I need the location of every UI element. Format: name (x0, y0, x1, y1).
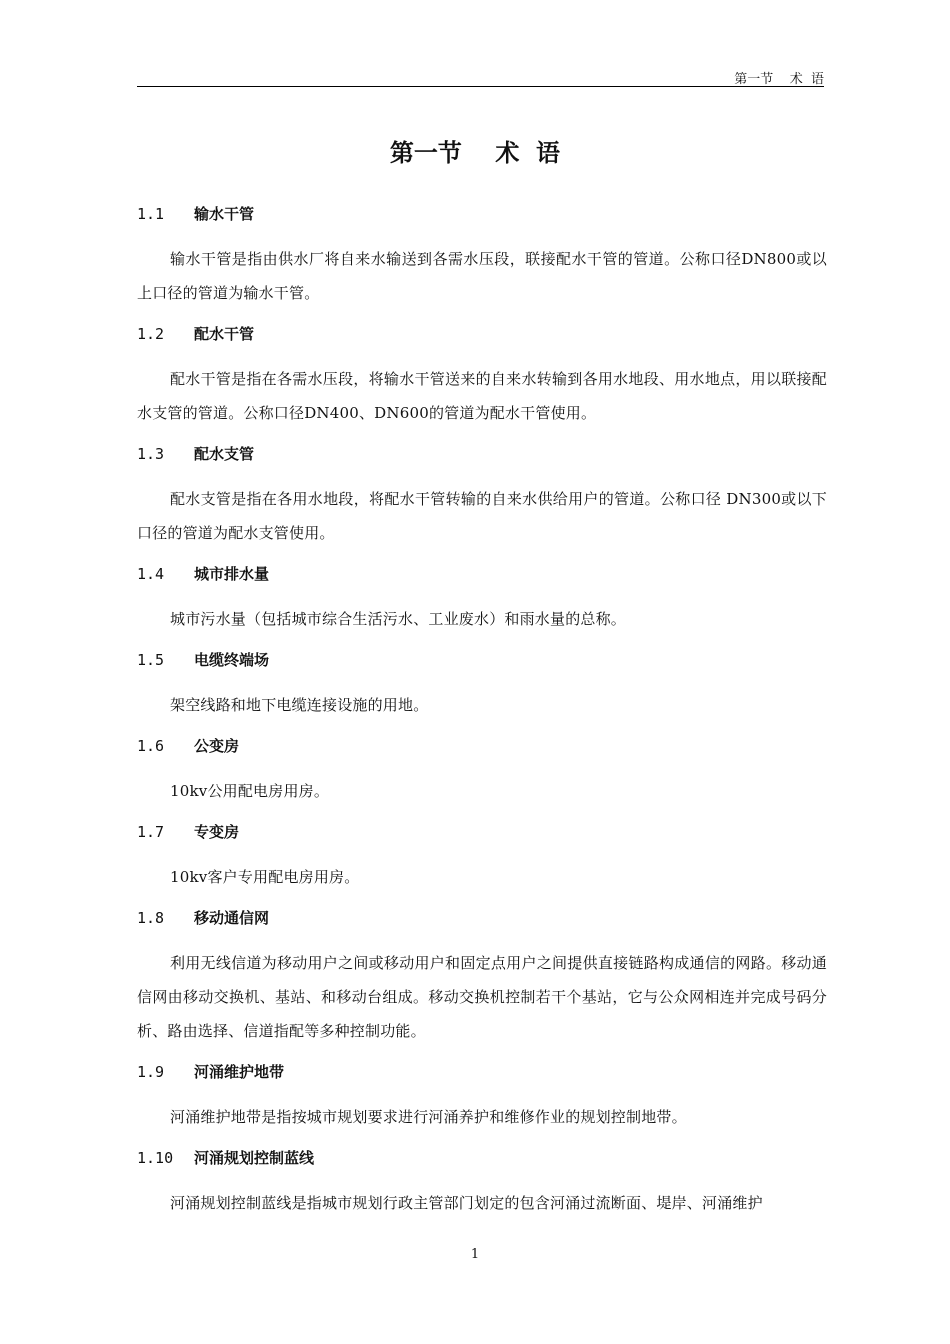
section-heading (137, 559, 827, 589)
page-number: 1 (470, 1247, 480, 1262)
section-number: 1.9 (137, 1063, 165, 1081)
section-body: 10kv公用配电房用房。 (170, 782, 330, 800)
section-body: 河涌维护地带是指按城市规划要求进行河涌养护和维修作业的规划控制地带。 (170, 1108, 687, 1126)
section-number: 1.2 (137, 325, 165, 343)
section-number: 1.4 (137, 565, 165, 583)
section-heading (137, 817, 827, 847)
section-title: 输水干管 (194, 205, 255, 223)
section-body: 城市污水量（包括城市综合生活污水、工业废水）和雨水量的总称。 (170, 610, 627, 628)
section-title: 河涌规划控制蓝线 (194, 1149, 315, 1167)
section-body: 架空线路和地下电缆连接设施的用地。 (170, 696, 429, 714)
section-title: 公变房 (194, 737, 240, 755)
section-heading (137, 1143, 827, 1173)
section-heading (137, 199, 827, 229)
section-heading (137, 439, 827, 469)
section-number: 1.1 (137, 205, 165, 223)
section-number: 1.8 (137, 909, 165, 927)
section-title: 电缆终端场 (194, 651, 270, 669)
section-number: 1.6 (137, 737, 165, 755)
section-title: 配水支管 (194, 445, 255, 463)
section-heading (137, 645, 827, 675)
section-1-10 (137, 1143, 827, 1220)
document-body (137, 199, 827, 1229)
section-body: 河涌规划控制蓝线是指城市规划行政主管部门划定的包含河涌过流断面、堤岸、河涌维护 (170, 1194, 763, 1212)
section-number: 1.10 (137, 1149, 174, 1167)
section-1-6 (137, 731, 827, 808)
section-title: 城市排水量 (194, 565, 270, 583)
section-1-7 (137, 817, 827, 894)
page-header (137, 66, 824, 87)
section-1-1 (137, 199, 827, 310)
section-heading (137, 1057, 827, 1087)
section-1-3 (137, 439, 827, 550)
section-1-5 (137, 645, 827, 722)
section-number: 1.3 (137, 445, 165, 463)
section-heading (137, 903, 827, 933)
section-number: 1.7 (137, 823, 165, 841)
section-title: 移动通信网 (194, 909, 270, 927)
section-title: 配水干管 (194, 325, 255, 343)
section-1-8 (137, 903, 827, 1048)
section-title: 专变房 (194, 823, 240, 841)
section-number: 1.5 (137, 651, 165, 669)
section-body: 10kv客户专用配电房用房。 (170, 868, 360, 886)
section-title: 河涌维护地带 (194, 1063, 285, 1081)
section-body: 利用无线信道为移动用户之间或移动用户和固定点用户之间提供直接链路构成通信的网路。移动通信网由移动交换机、基站、和移动台组成。移动交换机控制若干个基站，它与公众网相连并完成号码分析、路由选择、信道指配等多种控制功能。 (137, 954, 827, 1040)
section-body: 输水干管是指由供水厂将自来水输送到各需水压段，联接配水干管的管道。公称口径DN800或以上口径的管道为输水干管。 (137, 250, 827, 302)
section-body: 配水支管是指在各用水地段，将配水干管转输的自来水供给用户的管道。公称口径 DN300或以下口径的管道为配水支管使用。 (137, 490, 827, 542)
section-body: 配水干管是指在各需水压段，将输水干管送来的自来水转输到各用水地段、用水地点，用以联接配水支管的管道。公称口径DN400、DN600的管道为配水干管使用。 (137, 370, 827, 422)
header-text: 第一节 术 语 (734, 72, 824, 87)
section-1-2 (137, 319, 827, 430)
section-heading (137, 731, 827, 761)
section-1-9 (137, 1057, 827, 1134)
section-1-4 (137, 559, 827, 636)
section-heading (137, 319, 827, 349)
page-title: 第一节 术 语 (389, 139, 561, 167)
